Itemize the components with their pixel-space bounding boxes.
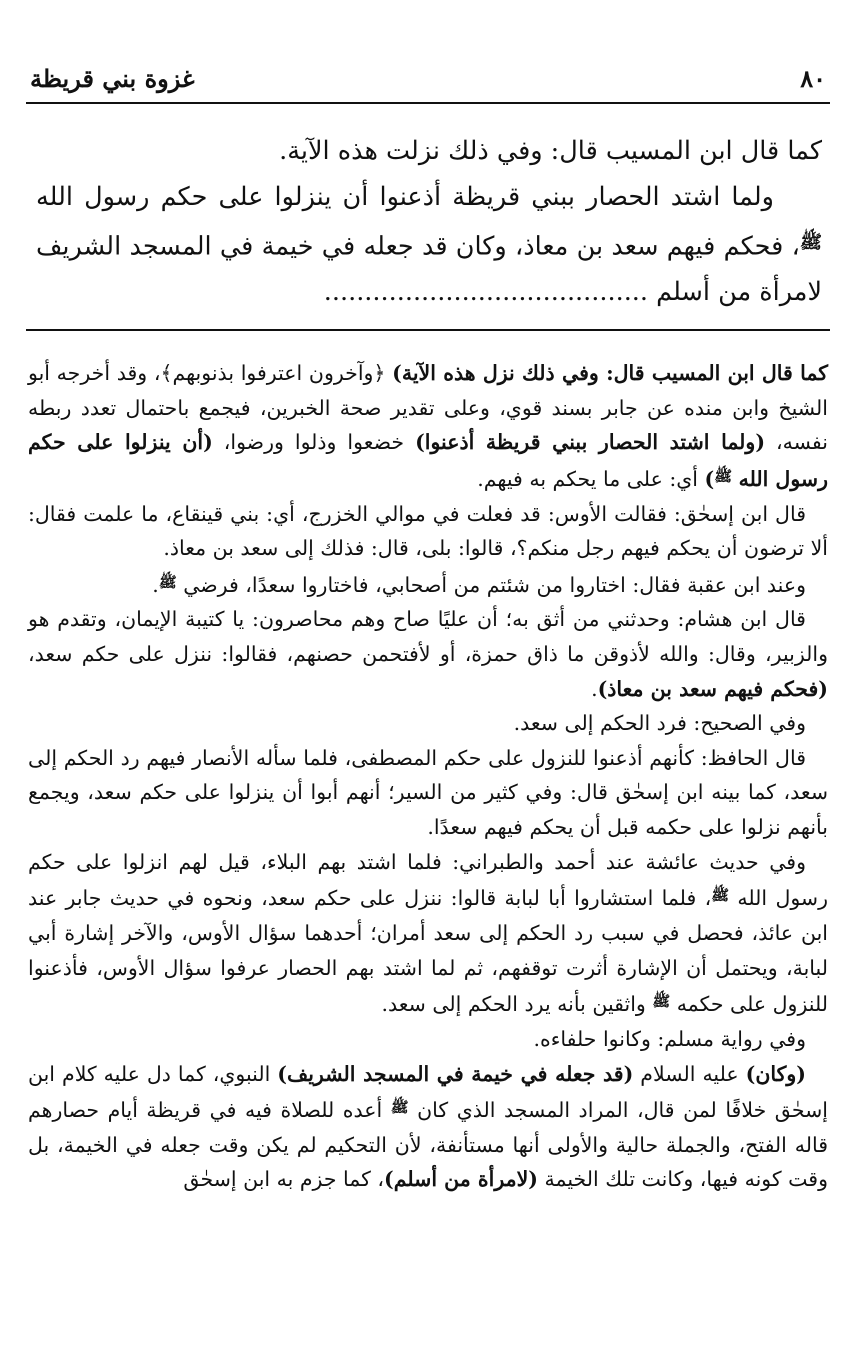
page-number: ٨٠ — [800, 63, 826, 93]
main-paragraph: ولما اشتد الحصار ببني قريظة أذعنوا أن ينزلوا على حكم رسول الله $^ﷺ$، فحكم فيهم سعد بن معاذ، وكان قد جعله في خيمة في المسجد الشريف لامرأة من أسلم ........................................ — [36, 182, 822, 308]
commentary-paragraph: (وكان) عليه السلام (قد جعله في خيمة في المسجد الشريف) النبوي، كما دل عليه كلام ابن إسحٰق خلافًا لمن قال، المراد المسجد الذي كان $^ﷺ$ أعده للصلاة فيه في قريظة أيام حصارهم قاله الفتح، والجملة حالية والأولى أنها مستأنفة، لأن التحكيم لم يكن وقت جعله في الخيمة، بل وقت كونه فيها، وكانت تلك الخيمة (لامرأة من أسلم)، كما جزم به ابن إسحٰق — [28, 1061, 828, 1192]
salutation-glyph: ﷺ — [711, 887, 730, 905]
salutation-glyph: ﷺ — [158, 573, 177, 591]
commentary-paragraph: قال ابن إسحٰق: فقالت الأوس: قد فعلت في موالي الخزرج، أي: بني قينقاع، ما علمت فقال: ألا ترضون أن يحكم فيهم رجل منكم؟، قالوا: بلى، قال: فذلك إلى سعد بن معاذ. — [28, 501, 828, 561]
salutation-glyph: ﷺ — [652, 993, 671, 1011]
chapter-title: غزوة بني قريظة — [30, 63, 195, 93]
header-rule — [26, 102, 830, 104]
commentary-text — [28, 356, 828, 1197]
commentary-paragraph: كما قال ابن المسيب قال: وفي ذلك نزل هذه الآية) ﴿وآخرون اعترفوا بذنوبهم﴾، وقد أخرجه أبو الشيخ وابن منده عن جابر بسند قوي، وعلى تقدير صحة الخبرين، فيجمع باحتمال تعدد ربطه نفسه، (ولما اشتد الحصار ببني قريظة أذعنوا) خضعوا وذلوا ورضوا، (أن ينزلوا على حكم رسول الله $^ﷺ$) أي: على ما يحكم به فيهم. — [28, 361, 828, 491]
main-text — [36, 128, 822, 315]
ellipsis-dots: ........................................ — [323, 277, 649, 308]
commentary-paragraph: قال الحافظ: كأنهم أذعنوا للنزول على حكم المصطفى، فلما سأله الأنصار فيهم رد الحكم إلى سعد، كما بينه ابن إسحٰق قال: وفي كثير من السير؛ أنهم أبوا أن ينزلوا على حكم سعد، ويجمع بأنهم نزلوا على حكمه قبل أن يحكم فيهم سعدًا. — [28, 745, 828, 840]
commentary-paragraph: وعند ابن عقبة فقال: اختاروا من شئتم من أصحابي، فاختاروا سعدًا، فرضي $^ﷺ$. — [152, 572, 806, 597]
commentary-paragraph: وفي رواية مسلم: وكانوا حلفاءه. — [533, 1026, 806, 1051]
salutation-glyph: ﷺ — [714, 467, 733, 485]
salutation-glyph: ﷺ — [799, 232, 822, 253]
page-header — [30, 58, 826, 98]
section-divider — [26, 329, 830, 331]
commentary-paragraph: قال ابن هشام: وحدثني من أثق به؛ أن عليًا صاح وهم محاصرون: يا كتيبة الإيمان، وتقدم هو والزبير، وقال: والله لأذوقن ما ذاق حمزة، أو لأفتحمن حصنهم، فقالوا: ننزل على حكم سعد، (فحكم فيهم سعد بن معاذ). — [28, 607, 828, 701]
commentary-paragraph: وفي الصحيح: فرد الحكم إلى سعد. — [513, 711, 806, 736]
main-paragraph: كما قال ابن المسيب قال: وفي ذلك نزلت هذه الآية. — [279, 136, 822, 166]
salutation-glyph: ﷺ — [390, 1099, 409, 1117]
commentary-paragraph: وفي حديث عائشة عند أحمد والطبراني: فلما اشتد بهم البلاء، قيل لهم انزلوا على حكم رسول الله $^ﷺ$، فلما استشاروا أبا لبابة قالوا: ننزل على حكم سعد، ونحوه في حديث جابر عند ابن عائذ، فحصل في سبب رد الحكم إلى سعد أمران؛ أحدهما سؤال الأوس، والآخر إشارة أبي لبابة، ويحتمل أن الإشارة أثرت توقفهم، ثم لما اشتد بهم الحصار عرفوا سؤال الأوس، فأذعنوا للنزول على حكمه $^ﷺ$ واثقين بأنه يرد الحكم إلى سعد. — [28, 849, 828, 1017]
